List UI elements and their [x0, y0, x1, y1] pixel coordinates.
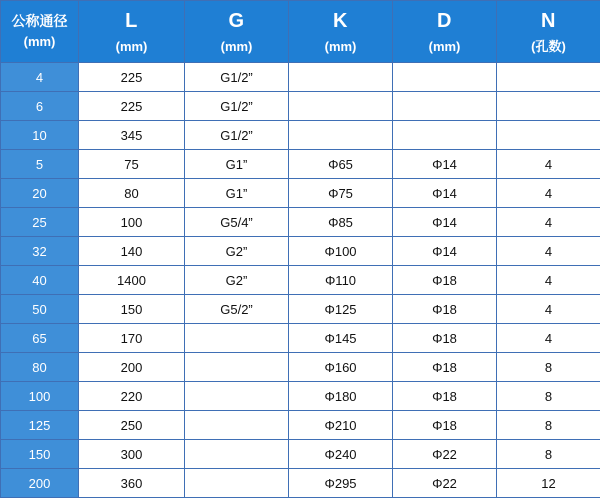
cell-k: Φ125 [289, 295, 393, 324]
cell-d: Φ18 [393, 295, 497, 324]
cell-k [289, 121, 393, 150]
table-row [1, 295, 600, 324]
cell-k: Φ160 [289, 353, 393, 382]
table-body [1, 63, 600, 498]
column-header-d [393, 1, 497, 63]
cell-nominal-diameter: 150 [1, 440, 79, 469]
cell-g: G2” [185, 237, 289, 266]
cell-d: Φ14 [393, 208, 497, 237]
cell-k: Φ145 [289, 324, 393, 353]
column-header-n-label: N [497, 8, 600, 35]
column-header-g-unit: (mm) [185, 38, 288, 56]
column-header-d-label: D [393, 8, 496, 35]
cell-d: Φ14 [393, 150, 497, 179]
cell-d: Φ22 [393, 440, 497, 469]
cell-n: 8 [497, 411, 600, 440]
table-row [1, 63, 600, 92]
cell-nominal-diameter: 5 [1, 150, 79, 179]
cell-n [497, 92, 600, 121]
cell-k: Φ100 [289, 237, 393, 266]
cell-nominal-diameter: 6 [1, 92, 79, 121]
cell-n: 4 [497, 150, 600, 179]
cell-l: 150 [79, 295, 185, 324]
column-header-k-label: K [289, 8, 392, 35]
cell-nominal-diameter: 65 [1, 324, 79, 353]
cell-l: 75 [79, 150, 185, 179]
cell-n: 4 [497, 237, 600, 266]
cell-g: G5/2” [185, 295, 289, 324]
table-row [1, 92, 600, 121]
cell-n [497, 63, 600, 92]
cell-d: Φ18 [393, 324, 497, 353]
cell-g [185, 353, 289, 382]
table-row [1, 469, 600, 498]
header-row [1, 1, 600, 63]
cell-g: G1/2” [185, 63, 289, 92]
column-header-nominal-diameter-label: 公称通径 [1, 12, 78, 31]
table-row [1, 179, 600, 208]
cell-g [185, 324, 289, 353]
cell-d: Φ18 [393, 411, 497, 440]
table-row [1, 440, 600, 469]
column-header-g-label: G [185, 8, 288, 35]
cell-d [393, 92, 497, 121]
cell-k: Φ65 [289, 150, 393, 179]
cell-l: 360 [79, 469, 185, 498]
cell-l: 170 [79, 324, 185, 353]
cell-g: G5/4” [185, 208, 289, 237]
cell-l: 220 [79, 382, 185, 411]
column-header-nominal-diameter [1, 1, 79, 63]
cell-g: G1” [185, 150, 289, 179]
cell-g: G2” [185, 266, 289, 295]
cell-k [289, 92, 393, 121]
cell-k: Φ180 [289, 382, 393, 411]
table-row [1, 353, 600, 382]
cell-l: 140 [79, 237, 185, 266]
cell-d [393, 121, 497, 150]
column-header-nominal-diameter-unit: (mm) [1, 33, 78, 51]
cell-l: 225 [79, 63, 185, 92]
cell-n [497, 121, 600, 150]
cell-n: 4 [497, 295, 600, 324]
table-row [1, 150, 600, 179]
cell-nominal-diameter: 4 [1, 63, 79, 92]
column-header-d-unit: (mm) [393, 38, 496, 56]
cell-k: Φ110 [289, 266, 393, 295]
cell-n: 4 [497, 179, 600, 208]
cell-g [185, 382, 289, 411]
cell-l: 1400 [79, 266, 185, 295]
cell-d [393, 63, 497, 92]
cell-l: 300 [79, 440, 185, 469]
cell-d: Φ14 [393, 179, 497, 208]
cell-l: 200 [79, 353, 185, 382]
cell-l: 250 [79, 411, 185, 440]
column-header-g [185, 1, 289, 63]
cell-g: G1/2” [185, 92, 289, 121]
table-header [1, 1, 600, 63]
column-header-k [289, 1, 393, 63]
column-header-k-unit: (mm) [289, 38, 392, 56]
table-row [1, 382, 600, 411]
cell-n: 4 [497, 266, 600, 295]
cell-n: 8 [497, 382, 600, 411]
cell-k: Φ75 [289, 179, 393, 208]
column-header-l-label: L [79, 8, 184, 35]
cell-d: Φ22 [393, 469, 497, 498]
cell-l: 80 [79, 179, 185, 208]
cell-g: G1/2” [185, 121, 289, 150]
column-header-l [79, 1, 185, 63]
cell-nominal-diameter: 20 [1, 179, 79, 208]
column-header-l-unit: (mm) [79, 38, 184, 56]
cell-l: 100 [79, 208, 185, 237]
cell-nominal-diameter: 10 [1, 121, 79, 150]
cell-nominal-diameter: 125 [1, 411, 79, 440]
column-header-n-unit: (孔数) [497, 38, 600, 56]
cell-k: Φ85 [289, 208, 393, 237]
column-header-n [497, 1, 600, 63]
cell-nominal-diameter: 80 [1, 353, 79, 382]
cell-n: 8 [497, 353, 600, 382]
table-row [1, 411, 600, 440]
cell-nominal-diameter: 200 [1, 469, 79, 498]
cell-n: 4 [497, 208, 600, 237]
cell-l: 345 [79, 121, 185, 150]
cell-g: G1” [185, 179, 289, 208]
cell-n: 8 [497, 440, 600, 469]
cell-d: Φ18 [393, 353, 497, 382]
cell-g [185, 411, 289, 440]
cell-nominal-diameter: 100 [1, 382, 79, 411]
cell-d: Φ18 [393, 266, 497, 295]
cell-nominal-diameter: 25 [1, 208, 79, 237]
cell-nominal-diameter: 40 [1, 266, 79, 295]
cell-k [289, 63, 393, 92]
cell-n: 4 [497, 324, 600, 353]
cell-k: Φ295 [289, 469, 393, 498]
table-row [1, 208, 600, 237]
cell-d: Φ14 [393, 237, 497, 266]
cell-d: Φ18 [393, 382, 497, 411]
table-row [1, 266, 600, 295]
table-row [1, 324, 600, 353]
table-row [1, 121, 600, 150]
cell-k: Φ210 [289, 411, 393, 440]
cell-g [185, 469, 289, 498]
cell-nominal-diameter: 50 [1, 295, 79, 324]
cell-n: 12 [497, 469, 600, 498]
cell-k: Φ240 [289, 440, 393, 469]
table-row [1, 237, 600, 266]
cell-nominal-diameter: 32 [1, 237, 79, 266]
cell-l: 225 [79, 92, 185, 121]
cell-g [185, 440, 289, 469]
